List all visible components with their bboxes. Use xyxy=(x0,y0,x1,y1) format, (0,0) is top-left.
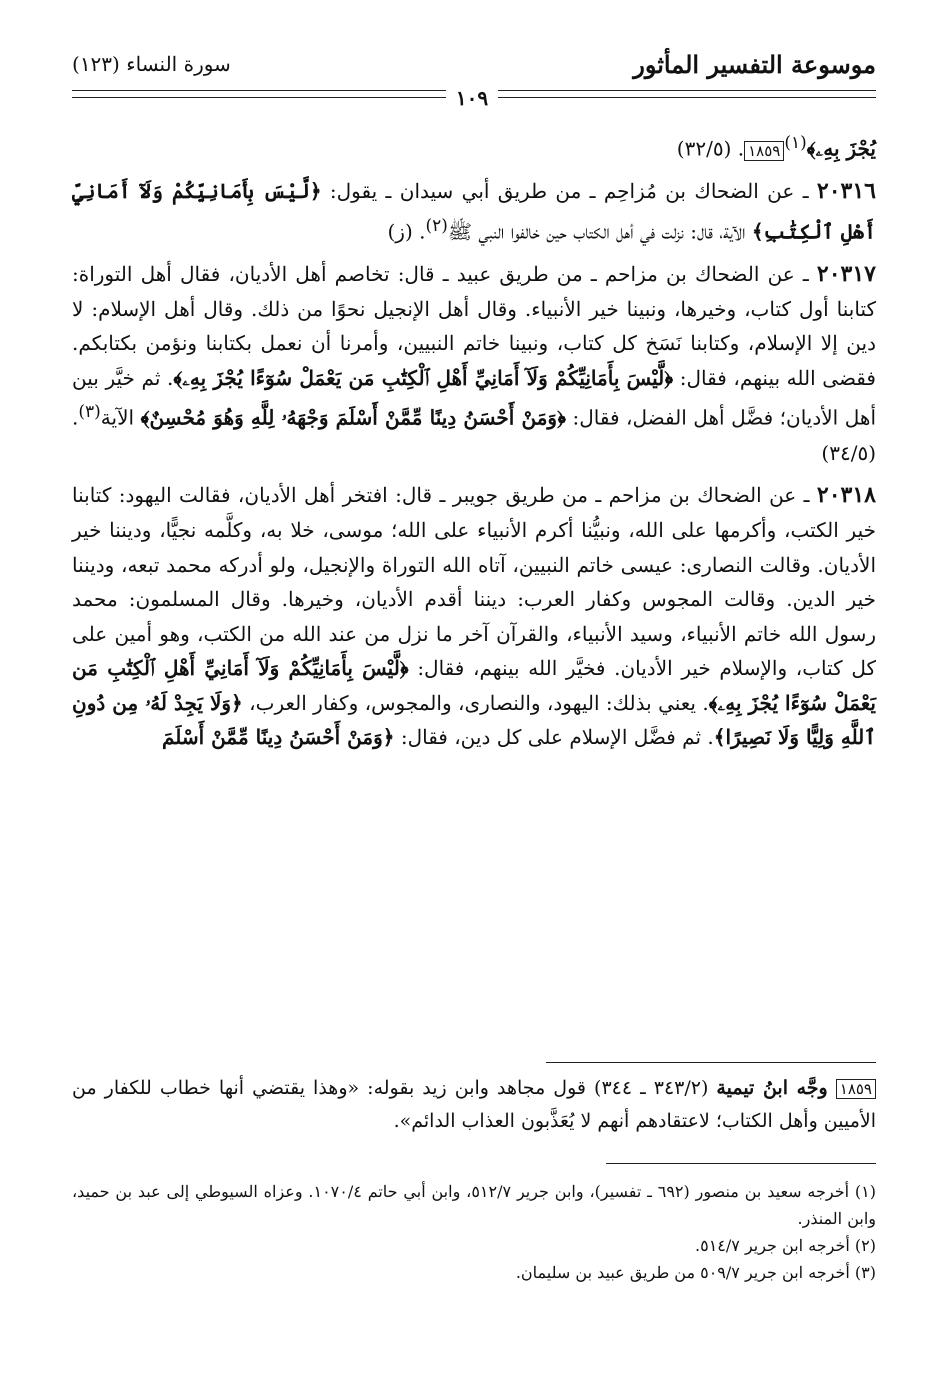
text-run: . (٣٢/٥) xyxy=(676,136,745,161)
page-number xyxy=(0,86,944,110)
footnote-marker: (٣) xyxy=(78,402,101,423)
text-run: ـ عن الضحاك بن مزاحم ـ من طريق عبيد ـ قال: تخاصم أهل الأديان، فقال أهل التوراة: كتابنا أول كتاب، وخيرها، ونبينا خير الأنبياء. وقال أهل الإنجيل نحوًا من ذلك. وقال أهل الإسلام: لا دين إلا الإسلام، وكتابنا نَسَخ كل كتاب، ونبينا خاتم النبيين، وأمرنا أن نعمل بكتابنا ونؤمن بكتابكم. فقضى الله بينهم، فقال: xyxy=(72,262,876,390)
quran-quote: ﴿لَّيْسَ بِأَمَانِيِّكُمْ وَلَآ أَمَانِيِّ أَهْلِ ٱلْكِتَٰبِ﴾ xyxy=(72,179,876,244)
paragraph-1 xyxy=(72,174,876,249)
comment-number-box: ١٨٥٩ xyxy=(836,1079,876,1099)
surah-reference: سورة النساء (١٢٣) xyxy=(72,52,231,76)
footnote-marker: (٢) xyxy=(425,215,448,236)
quran-quote: ﴿لَّيْسَ بِأَمَانِيِّكُمْ وَلَآ أَمَانِيِّ أَهْلِ ٱلْكِتَٰبِ مَن يَعْمَلْ سُوٓءًا يُجْزَ بِهِۦ﴾ xyxy=(173,365,674,390)
text-run: ـ عن الضحاك بن مُزاحِم ـ من طريق أبي سيدان ـ يقول: xyxy=(321,179,817,204)
comment-separator xyxy=(546,1062,876,1063)
text-run: . ثم خيَّر بين أهل الأديان؛ فضَّل أهل الفضل، فقال: xyxy=(72,365,877,431)
comment-lead: وجَّه ابنُ تيمية xyxy=(716,1077,828,1099)
hadith-number: ٢٠٣١٧ xyxy=(816,261,876,288)
text-run: الآية xyxy=(100,406,141,431)
quran-quote: ﴿وَمَنْ أَحْسَنُ دِينًا مِّمَّنْ أَسْلَمَ وَجْهَهُۥ لِلَّهِ وَهُوَ مُحْسِنٌ﴾ xyxy=(140,406,566,431)
footnote-2: (٢) أخرجه ابن جرير ٥١٤/٧. xyxy=(695,1236,876,1255)
footnote-1: (١) أخرجه سعيد بن منصور (٦٩٢ ـ تفسير)، وابن جرير ٥١٢/٧، وابن أبي حاتم ١٠٧٠/٤. وعزاه السيوطي إلى عبد بن حميد، وابن المنذر. xyxy=(72,1182,876,1228)
page-number-text: ١٠٩ xyxy=(446,86,498,110)
main-text xyxy=(72,126,876,763)
paragraph-3 xyxy=(72,478,876,755)
running-header xyxy=(72,48,876,88)
comment-text: (٣٤٣/٢ ـ ٣٤٤) قول مجاهد وابن زيد بقوله: «وهذا يقتضي أنها خطاب للكفار من الأميين وأهل الكتاب؛ لاعتقادهم أنهم لا يُعَذَّبون العذاب الدائم». xyxy=(72,1077,876,1132)
text-run: . (٣٤/٥) xyxy=(72,406,876,465)
footnotes xyxy=(72,1178,876,1286)
text-run: . ثم فضَّل الإسلام على كل دين، فقال: xyxy=(394,725,714,750)
editor-comment xyxy=(72,1072,876,1138)
footnote-3: (٣) أخرجه ابن جرير ٥٠٩/٧ من طريق عبيد بن سليمان. xyxy=(515,1263,876,1282)
paragraph-0 xyxy=(72,126,876,166)
quran-quote: ﴿وَمَنْ أَحْسَنُ دِينًا مِّمَّنْ أَسْلَمَ xyxy=(161,725,395,750)
text-run: الآية، قال: نزلت في أهل الكتاب حين خالفوا النبي ﷺ xyxy=(447,219,752,244)
quran-quote: يُجْزَ بِهِۦ﴾ xyxy=(806,136,876,161)
hadith-number: ٢٠٣١٨ xyxy=(816,482,876,509)
text-run: . يعني بذلك: اليهود، والنصارى، والمجوس، وكفار العرب، xyxy=(242,690,709,715)
text-run: . (ز) xyxy=(387,219,426,244)
quran-quote: ﴿لَّيْسَ بِأَمَانِيِّكُمْ وَلَآ أَمَانِيِّ أَهْلِ ٱلْكِتَٰبِ مَن يَعْمَلْ سُوٓءًا يُجْزَ بِهِۦ﴾ xyxy=(72,656,876,715)
hadith-number: ٢٠٣١٦ xyxy=(816,178,876,205)
paragraph-2 xyxy=(72,257,876,470)
comment-box-marker: ١٨٥٩ xyxy=(744,141,784,161)
quran-quote: ﴿وَلَا يَجِدْ لَهُۥ مِن دُونِ ٱللَّهِ وَلِيًّا وَلَا نَصِيرًا﴾ xyxy=(72,690,876,750)
footnote-separator xyxy=(606,1163,876,1164)
book-title: موسوعة التفسير المأثور xyxy=(633,50,876,79)
text-run: ـ عن الضحاك بن مزاحم ـ من طريق جويبر ـ قال: افتخر أهل الأديان، فقالت اليهود: كتابنا خير الكتب، وأكرمها على الله، ونبيُّنا أكرم الأنبياء على الله؛ موسى، خلا به، وكلَّمه نجيًّا، وديننا خير الأديان. وقالت النصارى: عيسى خاتم النبيين، آتاه الله التوراة والإنجيل، ولو أدركه محمد تبعه، وديننا خير الدين. وقالت المجوس وكفار العرب: ديننا أقدم الأديان، وخيرها. وقال المسلمون: محمد رسول الله خاتم الأنبياء، وسيد الأنبياء، والقرآن آخر ما نزل من عند الله من الكتب، وهو أمين على كل كتاب، والإسلام خير الأديان. فخيَّر الله بينهم، فقال: xyxy=(72,483,876,681)
footnote-marker: (١) xyxy=(784,133,807,153)
